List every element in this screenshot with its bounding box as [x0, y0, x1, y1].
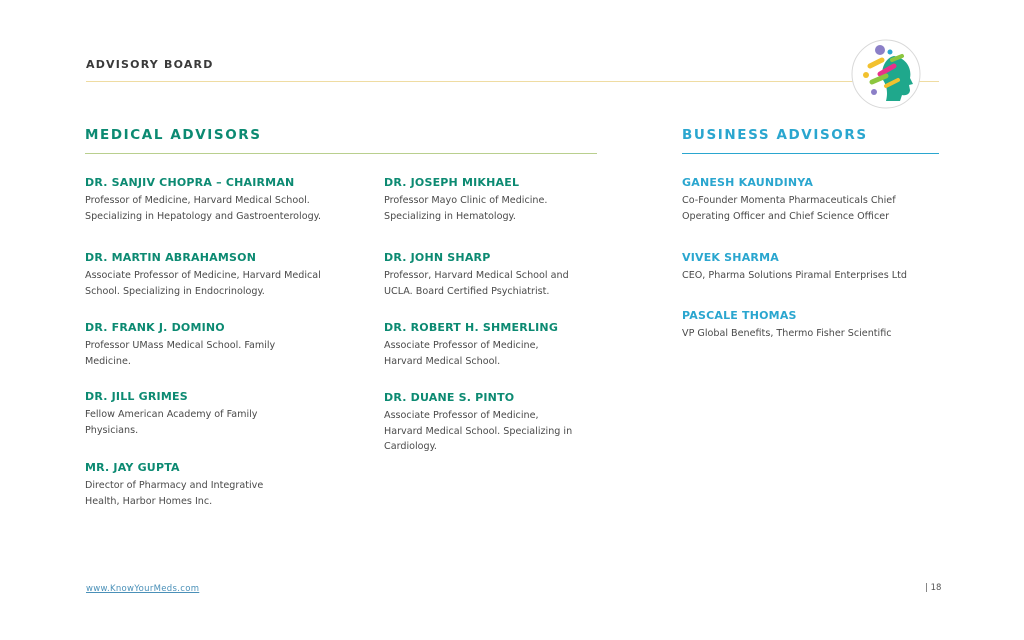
advisor-name: DR. ROBERT H. SHMERLING	[384, 321, 559, 334]
advisor-description: Professor of Medicine, Harvard Medical School. Specializing in Hepatology and Gastroenterology.	[85, 195, 322, 222]
advisor-name: DR. JOSEPH MIKHAEL	[384, 176, 520, 189]
advisor-entry	[85, 390, 285, 438]
business-advisors-heading: BUSINESS ADVISORS	[682, 127, 868, 143]
business-advisor-entry	[682, 176, 932, 224]
advisor-description: Professor Mayo Clinic of Medicine. Specializing in Hematology.	[384, 195, 548, 222]
advisor-name: VIVEK SHARMA	[682, 251, 779, 264]
medical-advisors-heading: MEDICAL ADVISORS	[85, 127, 262, 143]
advisor-description: Professor, Harvard Medical School and UCLA. Board Certified Psychiatrist.	[384, 270, 569, 297]
website-link[interactable]: www.KnowYourMeds.com	[86, 584, 200, 594]
advisor-description: Fellow American Academy of Family Physicians.	[85, 409, 258, 436]
advisor-name: DR. MARTIN ABRAHAMSON	[85, 251, 257, 264]
advisor-description: Professor UMass Medical School. Family Medicine.	[85, 340, 276, 367]
business-advisor-entry	[682, 251, 942, 284]
advisor-name: DR. SANJIV CHOPRA – CHAIRMAN	[85, 176, 295, 189]
advisor-description: Associate Professor of Medicine, Harvard Medical School.	[384, 340, 539, 367]
advisor-name: GANESH KAUNDINYA	[682, 176, 814, 189]
medical-divider	[85, 153, 597, 154]
advisor-name: DR. FRANK J. DOMINO	[85, 321, 225, 334]
advisor-entry	[384, 391, 574, 455]
advisor-name: MR. JAY GUPTA	[85, 461, 180, 474]
advisor-description: Co-Founder Momenta Pharmaceuticals Chief Operating Officer and Chief Science Officer	[682, 195, 896, 222]
advisor-description: Associate Professor of Medicine, Harvard Medical School. Specializing in Cardiology.	[384, 410, 573, 452]
advisor-entry	[85, 176, 355, 224]
business-advisor-entry	[682, 309, 942, 342]
knowyourmeds-logo-icon	[850, 38, 922, 110]
advisor-description: CEO, Pharma Solutions Piramal Enterprises Ltd	[682, 270, 907, 281]
advisor-entry	[384, 176, 584, 224]
advisor-entry	[85, 251, 355, 299]
advisor-name: DR. JILL GRIMES	[85, 390, 188, 403]
business-divider	[682, 153, 939, 154]
advisor-name: DR. DUANE S. PINTO	[384, 391, 515, 404]
advisor-description: VP Global Benefits, Thermo Fisher Scientific	[682, 328, 892, 339]
advisor-entry	[85, 321, 305, 369]
advisor-description: Associate Professor of Medicine, Harvard Medical School. Specializing in Endocrinology.	[85, 270, 321, 297]
advisor-name: PASCALE THOMAS	[682, 309, 797, 322]
header-divider	[86, 81, 939, 82]
page-header-title: ADVISORY BOARD	[86, 58, 214, 71]
page-number: | 18	[925, 583, 942, 593]
advisor-description: Director of Pharmacy and Integrative Health, Harbor Homes Inc.	[85, 480, 264, 507]
advisor-entry	[384, 251, 594, 299]
advisor-entry	[384, 321, 564, 369]
advisor-name: DR. JOHN SHARP	[384, 251, 491, 264]
advisor-entry	[85, 461, 285, 509]
